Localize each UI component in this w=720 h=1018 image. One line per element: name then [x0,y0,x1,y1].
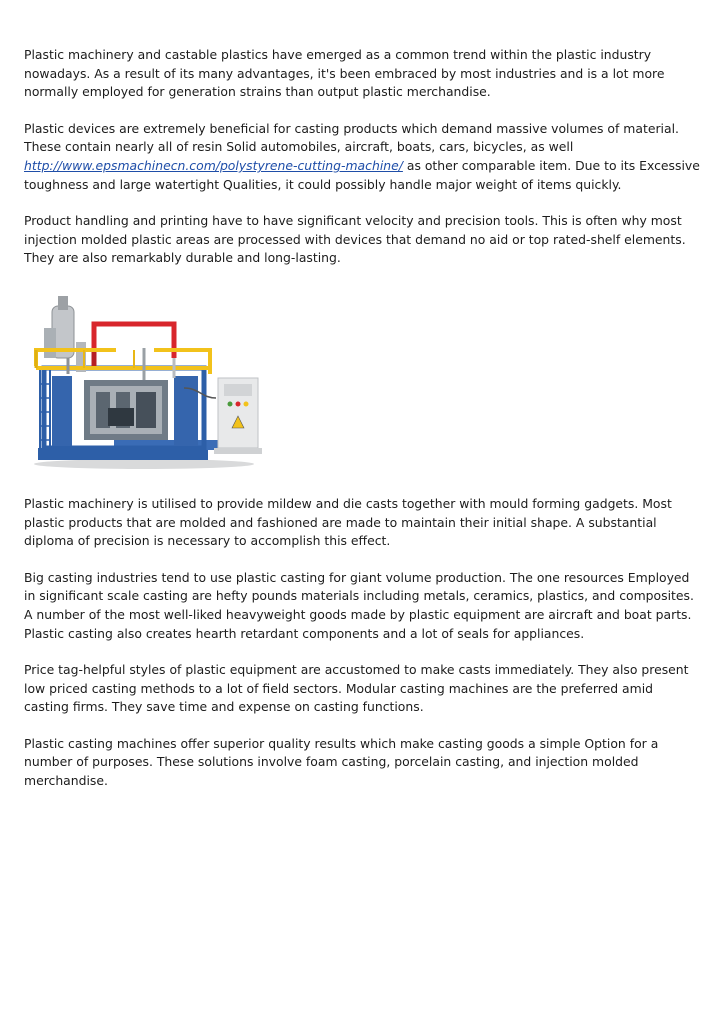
paragraph-3: Product handling and printing have to have significant velocity and precision tools. This is often why most injection molded plastic areas are processed with devices that demand no aid or top rated-shelf elements. They are also remarkably durable and long-lasting. [24,213,686,266]
paragraph-2 [24,120,700,194]
paragraph-4: Plastic machinery is utilised to provide mildew and die casts together with mould forming gadgets. Most plastic products that are molded and fashioned are made to maintain their initial shape. A substantial diploma of precision is necessary to accomplish this effect. [24,495,672,549]
paragraph-1: Plastic machinery and castable plastics have emerged as a common trend within the plastic industry nowadays. As a result of its many advantages, it's been embraced by most industries and is a lot more normally employed for generation strains than output plastic merchandise. [24,47,665,100]
article-body [24,46,700,809]
paragraph-7: Plastic casting machines offer superior quality results which make casting goods a simple Option for a number of purposes. These solutions involve foam casting, porcelain casting, and injection molded merchandise. [24,735,659,789]
product-link[interactable]: http://www.epsmachinecn.com/polystyrene-cutting-machine/ [24,157,403,173]
paragraph-5: Big casting industries tend to use plastic casting for giant volume production. The one resources Employed in significant scale casting are hefty pounds materials including metals, ceramics, plastics, and composites. A number of the most well-liked heavyweight goods made by plastic equipment are aircraft and boat parts. Plastic casting also creates hearth retardant components and a lot of seals for appliances. [24,569,694,641]
paragraph-2-text-start: Plastic devices are extremely beneficial for casting products which demand massive volumes of material. These contain nearly all of resin Solid automobiles, aircraft, boats, cars, bicycles, as well [24,120,679,155]
paragraph-6: Price tag-helpful styles of plastic equipment are accustomed to make casts immediately. They also present low priced casting methods to a lot of field sectors. Modular casting machines are the preferred amid casting firms. They save time and expense on casting functions. [24,662,689,715]
eps-machine-illustration [24,288,266,471]
machine-image [24,288,266,471]
paragraph-2-text-end: as other comparable item. Due to its Excessive toughness and large watertight Qualities, it could possibly handle major weight of items quickly. [24,157,700,192]
